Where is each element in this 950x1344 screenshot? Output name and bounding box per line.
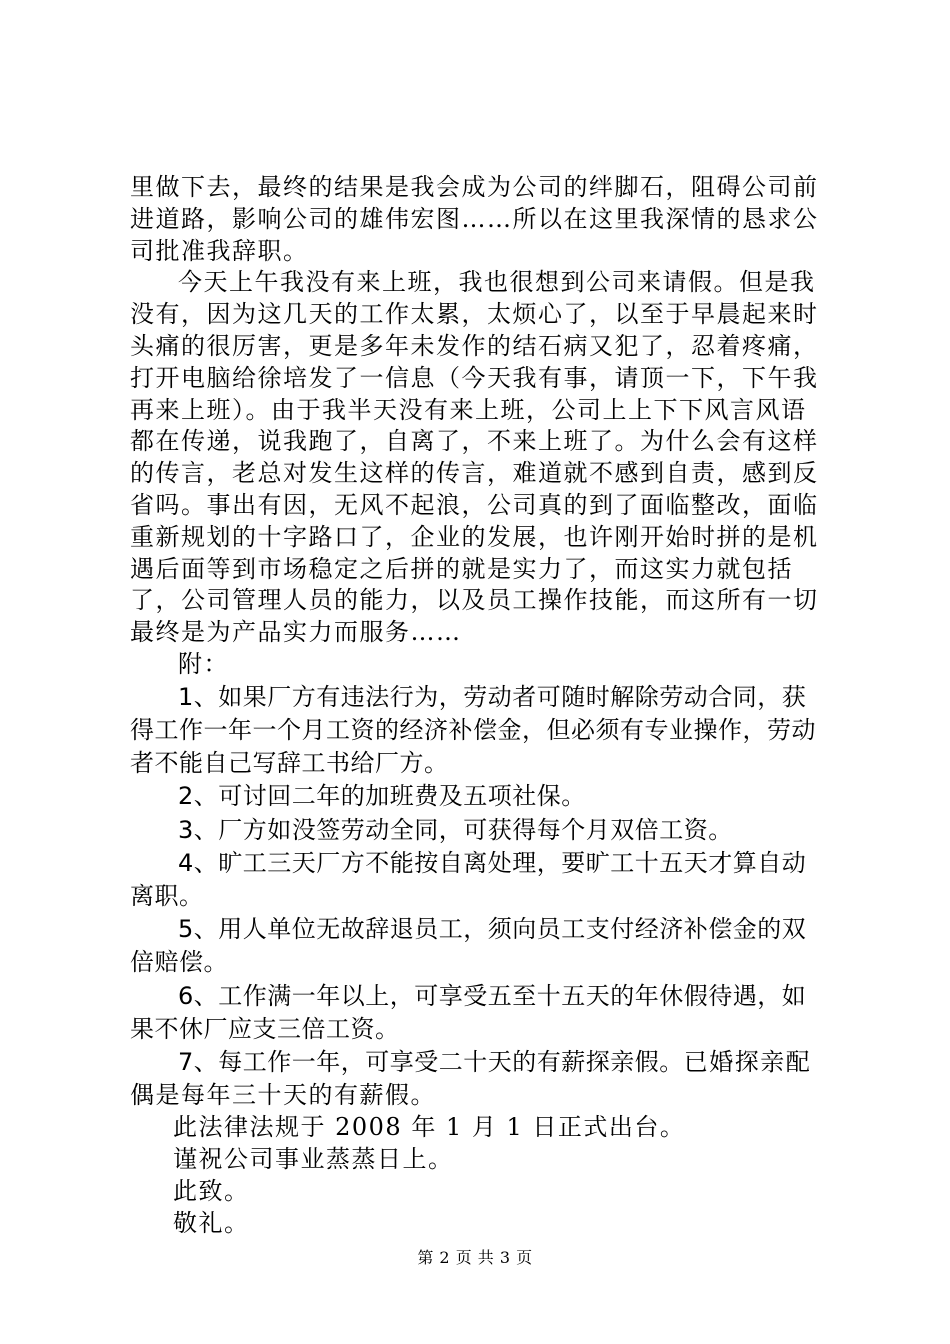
closing-wishes: 谨祝公司事业蒸蒸日上。 (173, 1145, 454, 1174)
appendix-item-3: 3、厂方如没签劳动全同，可获得每个月双倍工资。 (178, 815, 733, 844)
closing-salutation: 此致。 (173, 1176, 250, 1205)
appendix-item-7-tail: 已婚探亲配偶是每年三十天的有薪假。 (130, 1047, 812, 1110)
appendix-item-7-bold: 7、每工作一年，可享受二十天的有薪探亲假。 (178, 1047, 684, 1076)
document-body (130, 172, 830, 1240)
paragraph-resignation-end: 里做下去，最终的结果是我会成为公司的绊脚石，阻碍公司前进道路，影响公司的雄伟宏图……所以在这里我深情的恳求公司批准我辞职。 (130, 173, 819, 265)
appendix-item-4: 4、旷工三天厂方不能按自离处理，要旷工十五天才算自动离职。 (130, 848, 807, 910)
closing-regards: 敬礼。 (173, 1208, 250, 1237)
paragraph-absence-explanation: 今天上午我没有来上班，我也很想到公司来请假。但是我没有，因为这几天的工作太累，太烦心了，以至于早晨起来时头痛的很厉害，更是多年未发作的结石病又犯了，忍着疼痛，打开电脑给徐培发了一信息（今天我有事，请顶一下，下午我再来上班）。由于我半天没有来上班，公司上上下下风言风语都在传递，说我跑了，自离了，不来上班了。为什么会有这样的传言，老总对发生这样的传言，难道就不感到自责，感到反省吗。事出有因，无风不起浪，公司真的到了面临整改，面临重新规划的十字路口了，企业的发展，也许刚开始时拼的是机遇后面等到市场稳定之后拼的就是实力了，而这实力就包括了，公司管理人员的能力，以及员工操作技能，而这所有一切最终是为产品实力而服务…… (130, 268, 819, 647)
page-number-footer: 第 2 页 共 3 页 (417, 1248, 533, 1267)
appendix-item-5: 5、用人单位无故辞退员工，须向员工支付经济补偿金的双倍赔偿。 (130, 915, 807, 977)
appendix-item-2: 2、可讨回二年的加班费及五项社保。 (178, 782, 586, 811)
appendix-item-7 (130, 1046, 830, 1112)
appendix-heading: 附： (178, 649, 229, 678)
closing-regulation-date: 此法律法规于 2008 年 1 月 1 日正式出台。 (173, 1113, 686, 1142)
appendix-item-6: 6、工作满一年以上，可享受五至十五天的年休假待遇，如果不休厂应支三倍工资。 (130, 981, 807, 1043)
appendix-item-1: 1、如果厂方有违法行为，劳动者可随时解除劳动合同，获得工作一年一个月工资的经济补偿金，但必须有专业操作，劳动者不能自己写辞工书给厂方。 (130, 682, 816, 778)
